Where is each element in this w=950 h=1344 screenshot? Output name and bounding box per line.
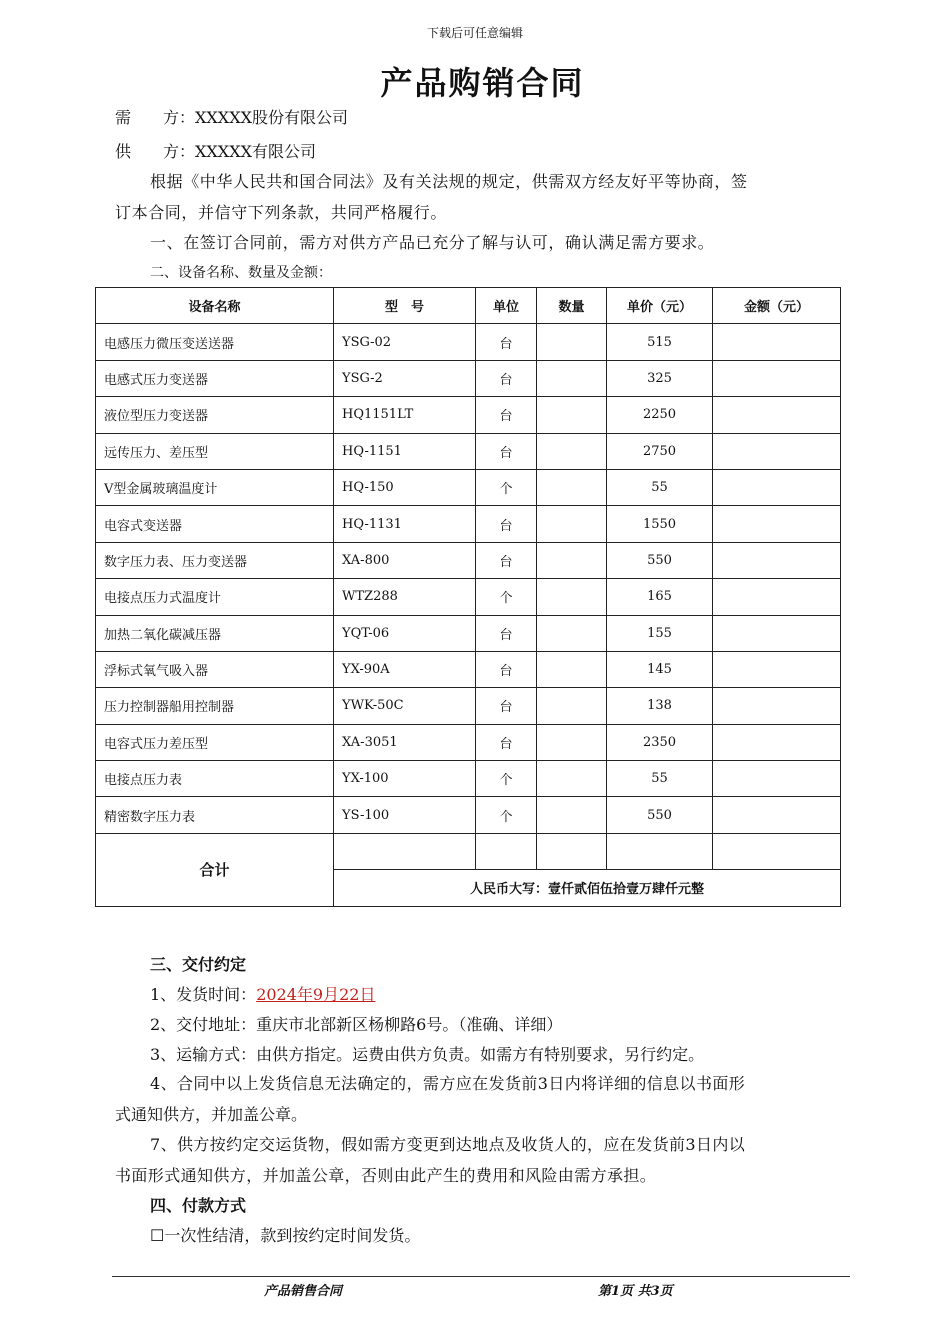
total-cell bbox=[476, 833, 537, 869]
table-row bbox=[96, 651, 841, 687]
cell-quantity bbox=[537, 469, 607, 505]
seller-name: XXXXX有限公司 bbox=[195, 142, 316, 161]
delivery-item-7-line-1: 7、供方按约定交运货物，假如需方变更到达地点及收货人的，应在发货前3日内以 bbox=[150, 1135, 746, 1154]
cell-unit: 台 bbox=[476, 651, 537, 687]
cell-device-name: 电感式压力变送器 bbox=[96, 360, 334, 396]
cell-device-name: 精密数字压力表 bbox=[96, 797, 334, 833]
cell-amount bbox=[713, 469, 841, 505]
seller-label: 供 方： bbox=[115, 142, 196, 161]
cell-unit-price: 165 bbox=[607, 579, 713, 615]
cell-model: YX-90A bbox=[334, 651, 476, 687]
footer-doc-name: 产品销售合同 bbox=[264, 1284, 343, 1299]
cell-unit: 个 bbox=[476, 797, 537, 833]
cell-model: YWK-50C bbox=[334, 688, 476, 724]
cell-quantity bbox=[537, 360, 607, 396]
cell-unit-price: 550 bbox=[607, 542, 713, 578]
intro-line-2: 订本合同，并信守下列条款，共同严格履行。 bbox=[115, 203, 448, 222]
cell-device-name: 加热二氧化碳减压器 bbox=[96, 615, 334, 651]
cell-quantity bbox=[537, 615, 607, 651]
cell-device-name: V型金属玻璃温度计 bbox=[96, 469, 334, 505]
table-row bbox=[96, 761, 841, 797]
cell-device-name: 电容式压力差压型 bbox=[96, 724, 334, 760]
buyer-name: XXXXX股份有限公司 bbox=[195, 108, 348, 127]
cell-amount bbox=[713, 797, 841, 833]
total-cell bbox=[713, 833, 841, 869]
table-row bbox=[96, 579, 841, 615]
footer-page-number: 第1页 共3页 bbox=[598, 1284, 673, 1299]
cell-quantity bbox=[537, 579, 607, 615]
clause-2-heading: 二、设备名称、数量及金额： bbox=[150, 265, 332, 281]
header-amount: 金额（元） bbox=[713, 288, 841, 324]
header-model: 型 号 bbox=[334, 288, 476, 324]
buyer-label: 需 方： bbox=[115, 108, 196, 127]
cell-device-name: 电接点压力式温度计 bbox=[96, 579, 334, 615]
cell-device-name: 液位型压力变送器 bbox=[96, 397, 334, 433]
header-unit: 单位 bbox=[476, 288, 537, 324]
total-cell bbox=[334, 833, 476, 869]
table-row bbox=[96, 397, 841, 433]
cell-unit: 个 bbox=[476, 761, 537, 797]
delivery-item-3: 3、运输方式：由供方指定。运费由供方负责。如需方有特别要求，另行约定。 bbox=[150, 1045, 705, 1064]
cell-device-name: 数字压力表、压力变送器 bbox=[96, 542, 334, 578]
table-header-row bbox=[96, 288, 841, 324]
cell-device-name: 浮标式氧气吸入器 bbox=[96, 651, 334, 687]
top-note: 下载后可任意编辑 bbox=[426, 26, 523, 40]
cell-unit-price: 515 bbox=[607, 324, 713, 360]
cell-amount bbox=[713, 397, 841, 433]
cell-unit-price: 2750 bbox=[607, 433, 713, 469]
total-row bbox=[96, 833, 841, 869]
cell-amount bbox=[713, 724, 841, 760]
intro-line-1: 根据《中华人民共和国合同法》及有关法规的规定，供需双方经友好平等协商，签 bbox=[150, 172, 748, 191]
cell-device-name: 远传压力、差压型 bbox=[96, 433, 334, 469]
cell-quantity bbox=[537, 761, 607, 797]
cell-device-name: 电感压力微压变送送器 bbox=[96, 324, 334, 360]
buyer-line bbox=[115, 108, 348, 128]
cell-quantity bbox=[537, 542, 607, 578]
cell-model: YSG-2 bbox=[334, 360, 476, 396]
cell-unit-price: 2250 bbox=[607, 397, 713, 433]
cell-model: YS-100 bbox=[334, 797, 476, 833]
table-row bbox=[96, 688, 841, 724]
cell-quantity bbox=[537, 433, 607, 469]
payment-option-1: ☐一次性结清，款到按约定时间发货。 bbox=[150, 1226, 421, 1245]
delivery-date: 2024年9月22日 bbox=[256, 985, 376, 1004]
cell-quantity bbox=[537, 688, 607, 724]
cell-amount bbox=[713, 615, 841, 651]
header-name: 设备名称 bbox=[96, 288, 334, 324]
table-row bbox=[96, 797, 841, 833]
cell-model: HQ-150 bbox=[334, 469, 476, 505]
payment-heading: 四、付款方式 bbox=[150, 1196, 247, 1215]
clause-1: 一、在签订合同前，需方对供方产品已充分了解与认可，确认满足需方要求。 bbox=[150, 233, 715, 252]
delivery-item-1 bbox=[150, 985, 375, 1005]
cell-unit: 台 bbox=[476, 542, 537, 578]
table-row bbox=[96, 615, 841, 651]
cell-unit: 台 bbox=[476, 688, 537, 724]
cell-amount bbox=[713, 506, 841, 542]
table-row bbox=[96, 433, 841, 469]
cell-quantity bbox=[537, 797, 607, 833]
header-qty: 数量 bbox=[537, 288, 607, 324]
cell-amount bbox=[713, 688, 841, 724]
cell-unit: 台 bbox=[476, 397, 537, 433]
cell-unit-price: 55 bbox=[607, 469, 713, 505]
delivery-item-4-line-2: 式通知供方，并加盖公章。 bbox=[115, 1105, 308, 1124]
cell-amount bbox=[713, 433, 841, 469]
cell-unit: 台 bbox=[476, 433, 537, 469]
table-row bbox=[96, 724, 841, 760]
cell-quantity bbox=[537, 324, 607, 360]
footer-divider bbox=[112, 1276, 850, 1277]
cell-amount bbox=[713, 651, 841, 687]
cell-quantity bbox=[537, 651, 607, 687]
cell-amount bbox=[713, 542, 841, 578]
cell-model: HQ-1131 bbox=[334, 506, 476, 542]
table-row bbox=[96, 506, 841, 542]
cell-quantity bbox=[537, 724, 607, 760]
cell-amount bbox=[713, 579, 841, 615]
cell-model: HQ-1151 bbox=[334, 433, 476, 469]
delivery-time-label: 1、发货时间： bbox=[150, 985, 257, 1004]
equipment-table bbox=[95, 287, 841, 907]
delivery-item-7-line-2: 书面形式通知供方，并加盖公章，否则由此产生的费用和风险由需方承担。 bbox=[115, 1166, 657, 1185]
total-cell bbox=[537, 833, 607, 869]
cell-amount bbox=[713, 360, 841, 396]
cell-unit: 台 bbox=[476, 324, 537, 360]
cell-quantity bbox=[537, 506, 607, 542]
table-row bbox=[96, 542, 841, 578]
cell-model: WTZ288 bbox=[334, 579, 476, 615]
cell-device-name: 压力控制器船用控制器 bbox=[96, 688, 334, 724]
total-cell bbox=[607, 833, 713, 869]
delivery-item-2: 2、交付地址：重庆市北部新区杨柳路6号。（准确、详细） bbox=[150, 1015, 563, 1034]
cell-model: HQ1151LT bbox=[334, 397, 476, 433]
delivery-item-4-line-1: 4、合同中以上发货信息无法确定的，需方应在发货前3日内将详细的信息以书面形 bbox=[150, 1074, 746, 1093]
cell-unit-price: 155 bbox=[607, 615, 713, 651]
cell-model: YSG-02 bbox=[334, 324, 476, 360]
delivery-heading: 三、交付约定 bbox=[150, 955, 247, 974]
cell-unit: 个 bbox=[476, 469, 537, 505]
cell-amount bbox=[713, 761, 841, 797]
cell-model: YX-100 bbox=[334, 761, 476, 797]
cell-device-name: 电容式变送器 bbox=[96, 506, 334, 542]
total-label: 合计 bbox=[96, 833, 334, 906]
table-row bbox=[96, 324, 841, 360]
table-row bbox=[96, 360, 841, 396]
seller-line bbox=[115, 142, 316, 162]
cell-device-name: 电接点压力表 bbox=[96, 761, 334, 797]
cell-model: YQT-06 bbox=[334, 615, 476, 651]
cell-unit-price: 1550 bbox=[607, 506, 713, 542]
cell-model: XA-800 bbox=[334, 542, 476, 578]
cell-quantity bbox=[537, 397, 607, 433]
table-row bbox=[96, 469, 841, 505]
cell-amount bbox=[713, 324, 841, 360]
cell-unit: 个 bbox=[476, 579, 537, 615]
cell-unit-price: 325 bbox=[607, 360, 713, 396]
cell-unit-price: 2350 bbox=[607, 724, 713, 760]
cell-model: XA-3051 bbox=[334, 724, 476, 760]
header-price: 单价（元） bbox=[607, 288, 713, 324]
cell-unit: 台 bbox=[476, 506, 537, 542]
cell-unit-price: 550 bbox=[607, 797, 713, 833]
cell-unit-price: 145 bbox=[607, 651, 713, 687]
cell-unit: 台 bbox=[476, 724, 537, 760]
rmb-amount-words: 人民币大写：壹仟贰佰伍拾壹万肆仟元整 bbox=[334, 870, 841, 906]
cell-unit: 台 bbox=[476, 615, 537, 651]
cell-unit-price: 55 bbox=[607, 761, 713, 797]
document-title: 产品购销合同 bbox=[380, 64, 585, 102]
cell-unit-price: 138 bbox=[607, 688, 713, 724]
cell-unit: 台 bbox=[476, 360, 537, 396]
